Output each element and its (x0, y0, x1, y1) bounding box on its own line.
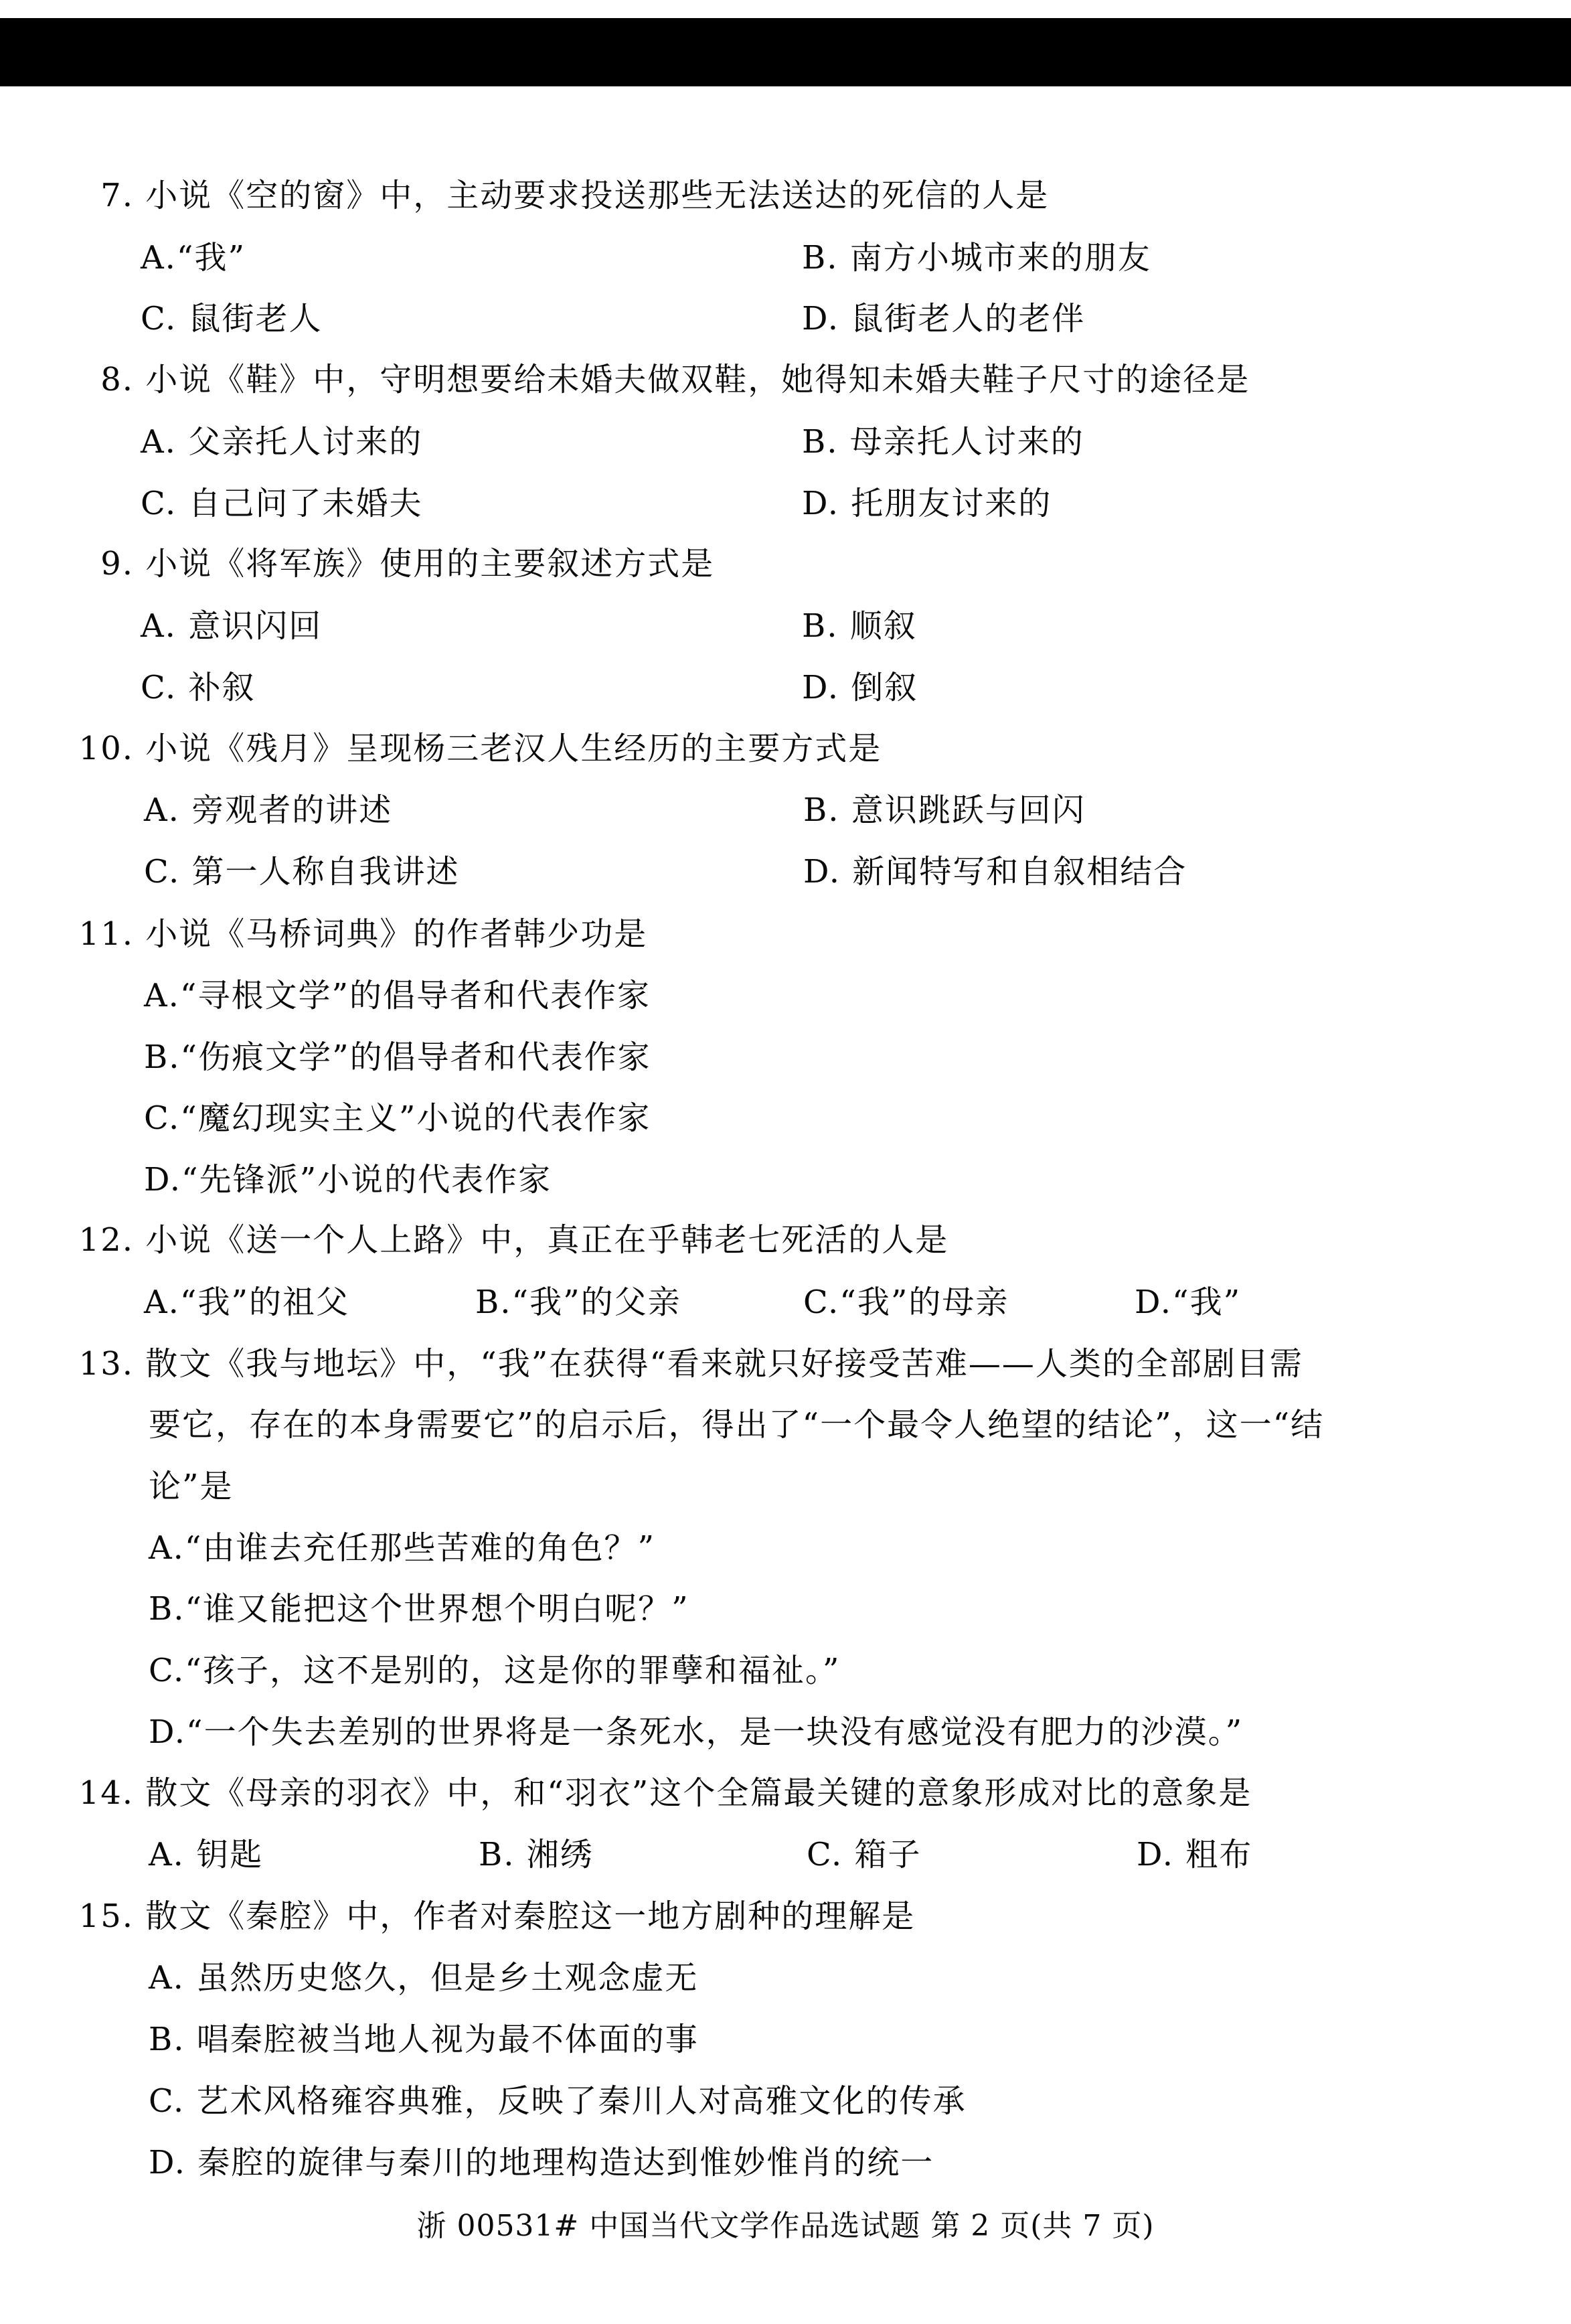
q7-option-d: D. 鼠街老人的老伴 (802, 300, 1086, 337)
q9-option-c: C. 补叙 (141, 669, 256, 706)
question-13-stem-line-2: 要它，存在的本身需要它”的启示后，得出了“一个最令人绝望的结论”，这一“结 (149, 1406, 1325, 1444)
question-text: 小说《空的窗》中，主动要求投送那些无法送达的死信的人是 (145, 177, 1050, 214)
q7-option-a: A.“我” (141, 239, 246, 277)
q15-option-a: A. 虽然历史悠久，但是乡土观念虚无 (149, 1959, 699, 1997)
q9-option-b: B. 顺叙 (802, 607, 917, 645)
question-text: 散文《母亲的羽衣》中，和“羽衣”这个全篇最关键的意象形成对比的意象是 (145, 1774, 1252, 1812)
q12-option-c: C.“我”的母亲 (803, 1284, 1009, 1321)
question-7-stem (86, 175, 1049, 216)
q13-option-c: C.“孩子，这不是别的，这是你的罪孽和福祉。” (149, 1652, 841, 1689)
question-number: 12. (78, 1221, 134, 1259)
question-number: 15. (78, 1897, 134, 1935)
question-text: 小说《鞋》中，守明想要给未婚夫做双鞋，她得知未婚夫鞋子尺寸的途径是 (145, 361, 1250, 398)
q14-option-c: C. 箱子 (807, 1836, 922, 1873)
q12-option-a: A.“我”的祖父 (144, 1284, 350, 1321)
question-13-stem-line-3: 论”是 (149, 1468, 234, 1505)
question-13-stem-line-1 (67, 1344, 1303, 1384)
q7-option-c: C. 鼠街老人 (141, 300, 323, 337)
question-11-stem (67, 914, 647, 954)
q10-option-a: A. 旁观者的讲述 (144, 791, 393, 829)
q11-option-b: B.“伤痕文学”的倡导者和代表作家 (144, 1038, 651, 1076)
question-number: 11. (78, 915, 134, 953)
q15-option-c: C. 艺术风格雍容典雅，反映了秦川人对高雅文化的传承 (149, 2082, 967, 2120)
question-text: 小说《将军族》使用的主要叙述方式是 (145, 545, 715, 583)
question-number: 13. (78, 1345, 134, 1383)
question-10-stem (67, 728, 882, 769)
q13-option-b: B.“谁又能把这个世界想个明白呢？” (149, 1590, 689, 1628)
question-text: 小说《马桥词典》的作者韩少功是 (145, 915, 648, 953)
q12-option-d: D.“我” (1135, 1284, 1242, 1321)
question-12-stem (67, 1220, 948, 1260)
question-number: 8. (100, 361, 134, 398)
question-number: 9. (100, 545, 134, 583)
question-number: 14. (78, 1774, 134, 1812)
question-text: 小说《残月》呈现杨三老汉人生经历的主要方式是 (145, 730, 882, 767)
q9-option-a: A. 意识闪回 (141, 607, 323, 645)
q14-option-d: D. 粗布 (1137, 1836, 1253, 1873)
q7-option-b: B. 南方小城市来的朋友 (802, 239, 1151, 277)
q12-option-b: B.“我”的父亲 (475, 1284, 681, 1321)
q8-option-a: A. 父亲托人讨来的 (141, 423, 423, 461)
question-text: 散文《秦腔》中，作者对秦腔这一地方剧种的理解是 (145, 1897, 916, 1935)
q14-option-a: A. 钥匙 (149, 1836, 264, 1873)
q10-option-c: C. 第一人称自我讲述 (144, 853, 460, 890)
q8-option-c: C. 自己问了未婚夫 (141, 485, 423, 522)
q15-option-b: B. 唱秦腔被当地人视为最不体面的事 (149, 2021, 699, 2058)
q15-option-d: D. 秦腔的旋律与秦川的地理构造达到惟妙惟肖的统一 (149, 2144, 934, 2181)
q10-option-b: B. 意识跳跃与回闪 (803, 791, 1086, 829)
q13-option-d: D.“一个失去差别的世界将是一条死水，是一块没有感觉没有肥力的沙漠。” (149, 1713, 1244, 1751)
question-number: 10. (78, 730, 134, 767)
q8-option-d: D. 托朋友讨来的 (802, 485, 1052, 522)
question-15-stem (67, 1896, 915, 1936)
question-text: 散文《我与地坛》中，“我”在获得“看来就只好接受苦难——人类的全部剧目需 (145, 1345, 1303, 1383)
q13-option-a: A.“由谁去充任那些苦难的角色？” (149, 1529, 656, 1567)
q8-option-b: B. 母亲托人讨来的 (802, 423, 1084, 461)
q11-option-d: D.“先锋派”小说的代表作家 (144, 1161, 552, 1198)
question-8-stem (86, 360, 1250, 400)
question-9-stem (86, 544, 714, 584)
q10-option-d: D. 新闻特写和自叙相结合 (803, 853, 1187, 890)
page-footer: 浙 00531# 中国当代文学作品选试题 第 2 页(共 7 页) (416, 2209, 1155, 2243)
scan-header-bar (0, 18, 1571, 86)
q11-option-a: A.“寻根文学”的倡导者和代表作家 (144, 977, 651, 1014)
q14-option-b: B. 湘绣 (479, 1836, 594, 1873)
question-number: 7. (100, 177, 134, 214)
q11-option-c: C.“魔幻现实主义”小说的代表作家 (144, 1099, 651, 1137)
q9-option-d: D. 倒叙 (802, 669, 918, 706)
question-14-stem (67, 1773, 1252, 1813)
question-text: 小说《送一个人上路》中，真正在乎韩老七死活的人是 (145, 1221, 949, 1259)
